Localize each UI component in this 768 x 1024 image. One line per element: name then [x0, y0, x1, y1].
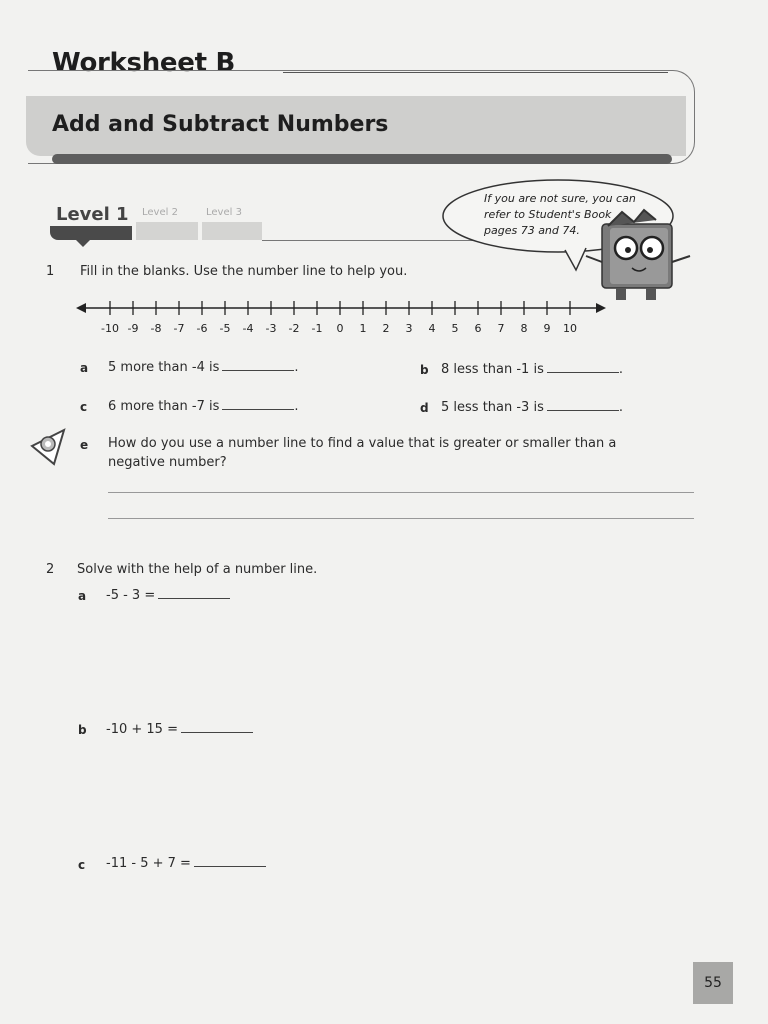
number-line-label: 0	[336, 322, 344, 335]
arrow-left-icon	[76, 303, 86, 313]
q1d-period: .	[618, 400, 623, 415]
q2a-answer-blank[interactable]	[158, 597, 230, 599]
q1c-answer-blank[interactable]	[222, 408, 294, 410]
q2a-text: -5 - 3 =	[106, 588, 156, 603]
bubble-line-2: refer to Student's Book	[484, 208, 612, 221]
level1-tab-notch	[76, 240, 90, 247]
number-line	[74, 296, 610, 342]
question-1-text: Fill in the blanks. Use the number line to help you.	[80, 264, 408, 279]
question-1-number: 1	[46, 264, 55, 279]
number-line-label: 3	[405, 322, 413, 335]
speech-bubble-text	[484, 191, 664, 239]
level-1-label: Level 1	[56, 204, 129, 225]
number-line-label: -4	[242, 322, 254, 335]
q2c-prompt	[106, 856, 266, 871]
q1b-period: .	[618, 362, 623, 377]
q1e-line-1: How do you use a number line to find a value that is greater or smaller than a	[108, 436, 617, 451]
q1d-label: d	[420, 401, 429, 415]
level-3-label: Level 3	[206, 207, 242, 218]
number-line-label: 7	[497, 322, 505, 335]
worksheet-title: Worksheet B	[52, 48, 235, 78]
number-line-label: -5	[219, 322, 231, 335]
number-line-label: 6	[474, 322, 482, 335]
number-line-label: 9	[543, 322, 551, 335]
q1a-answer-blank[interactable]	[222, 369, 294, 371]
question-2-number: 2	[46, 562, 55, 577]
number-line-label: 1	[359, 322, 367, 335]
q1c-period: .	[294, 399, 299, 414]
q1b-label: b	[420, 363, 429, 377]
level2-tab	[136, 222, 198, 240]
number-line-label: -2	[288, 322, 300, 335]
q2b-prompt	[106, 722, 253, 737]
number-line-label: 4	[428, 322, 436, 335]
q1e-label: e	[80, 438, 89, 452]
number-line-label: 8	[520, 322, 528, 335]
number-line-label: -10	[101, 322, 119, 335]
q1d-text: 5 less than -3 is	[441, 400, 544, 415]
q1a-period: .	[294, 360, 299, 375]
banner-bar	[52, 154, 672, 164]
q2b-text: -10 + 15 =	[106, 722, 178, 737]
q1d-prompt	[441, 400, 623, 415]
q2a-prompt	[106, 588, 230, 603]
bubble-line-3: pages 73 and 74.	[484, 224, 580, 237]
q1b-text: 8 less than -1 is	[441, 362, 544, 377]
q1a-prompt	[108, 360, 299, 375]
q1c-text: 6 more than -7 is	[108, 399, 220, 414]
number-line-label: 10	[563, 322, 577, 335]
question-2-text: Solve with the help of a number line.	[77, 562, 318, 577]
page-number: 55	[693, 962, 733, 1004]
q1b-prompt	[441, 362, 623, 377]
number-line-label: -3	[265, 322, 277, 335]
level3-tab	[202, 222, 262, 240]
q2b-answer-blank[interactable]	[181, 731, 253, 733]
number-line-label: 2	[382, 322, 390, 335]
q1c-prompt	[108, 399, 299, 414]
q1c-label: c	[80, 400, 88, 414]
worksheet-subtitle: Add and Subtract Numbers	[52, 112, 389, 137]
bubble-line-1: If you are not sure, you can	[484, 192, 636, 205]
number-line-label: -1	[311, 322, 323, 335]
q2a-label: a	[78, 589, 87, 603]
q2c-text: -11 - 5 + 7 =	[106, 856, 191, 871]
q1b-answer-blank[interactable]	[547, 371, 619, 373]
number-line-label: -8	[150, 322, 162, 335]
level1-tab	[50, 226, 132, 240]
q1a-label: a	[80, 361, 89, 375]
q2b-label: b	[78, 723, 87, 737]
number-line-label: -7	[173, 322, 185, 335]
thinking-badge-icon	[28, 428, 68, 466]
number-line-label: -9	[127, 322, 139, 335]
level-2-label: Level 2	[142, 207, 178, 218]
speech-bubble-tail-icon	[565, 248, 586, 270]
q2c-label: c	[78, 858, 86, 872]
arrow-right-icon	[596, 303, 606, 313]
q2c-answer-blank[interactable]	[194, 865, 266, 867]
q1e-answer-line-2[interactable]	[108, 518, 694, 519]
number-line-label: 5	[451, 322, 459, 335]
q1e-answer-line-1[interactable]	[108, 492, 694, 493]
q1d-answer-blank[interactable]	[547, 409, 619, 411]
q1e-line-2: negative number?	[108, 455, 227, 470]
number-line-label: -6	[196, 322, 208, 335]
q1a-text: 5 more than -4 is	[108, 360, 220, 375]
